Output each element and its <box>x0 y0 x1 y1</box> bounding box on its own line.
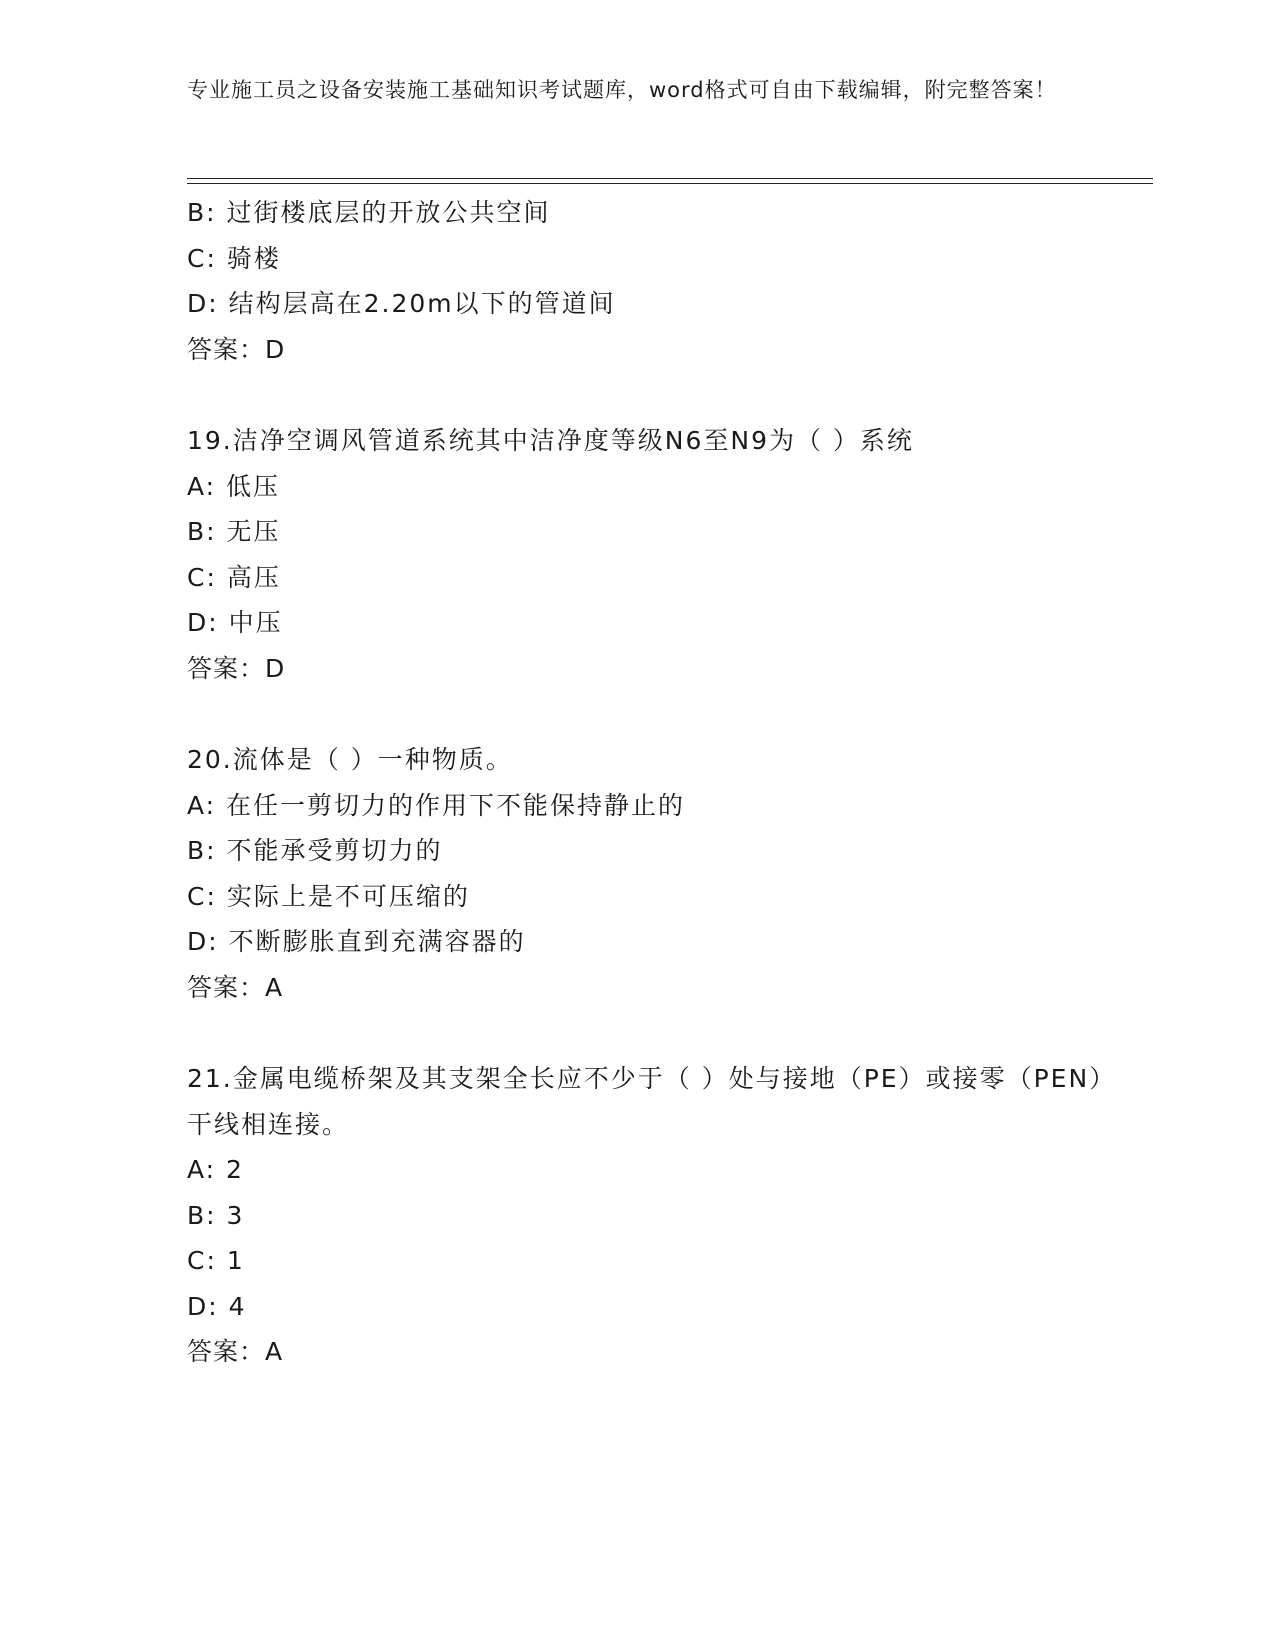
answer: 答案：D <box>187 653 286 683</box>
option-b: B: 过街楼底层的开放公共空间 <box>187 198 551 227</box>
document-header <box>187 74 1067 106</box>
header-divider <box>187 178 1153 179</box>
question-content <box>187 190 1127 1375</box>
answer: 答案：A <box>187 972 284 1002</box>
option-a: A: 2 <box>187 1155 244 1184</box>
option-c: C: 高压 <box>187 562 281 592</box>
option-c: C: 1 <box>187 1246 245 1275</box>
option-b: B: 无压 <box>187 517 281 546</box>
option-b: B: 不能承受剪切力的 <box>187 836 443 865</box>
prev-question <box>187 190 1127 372</box>
option-d: D: 结构层高在2.20m以下的管道间 <box>187 289 616 318</box>
question-stem: 21.金属电缆桥架及其支架全长应不少于（ ）处与接地（PE）或接零（PEN）干线相连接。 <box>187 1064 1117 1139</box>
option-a: A: 低压 <box>187 471 281 501</box>
answer: 答案：A <box>187 1337 284 1366</box>
question-stem: 19.洁净空调风管道系统其中洁净度等级N6至N9为（ ）系统 <box>187 426 914 455</box>
question-19 <box>187 418 1127 691</box>
option-b: B: 3 <box>187 1200 245 1230</box>
header-title: 专业施工员之设备安装施工基础知识考试题库，word格式可自由下载编辑，附完整答案！ <box>187 78 1057 102</box>
question-21 <box>187 1056 1127 1375</box>
option-c: C: 骑楼 <box>187 243 281 273</box>
option-d: D: 不断膨胀直到充满容器的 <box>187 927 526 956</box>
question-20 <box>187 737 1127 1010</box>
answer: 答案：D <box>187 334 286 364</box>
option-d: D: 中压 <box>187 608 283 637</box>
option-a: A: 在任一剪切力的作用下不能保持静止的 <box>187 790 686 820</box>
header-divider-secondary <box>187 183 1153 184</box>
question-stem: 20.流体是（ ）一种物质。 <box>187 745 513 774</box>
option-c: C: 实际上是不可压缩的 <box>187 881 470 911</box>
option-d: D: 4 <box>187 1291 247 1321</box>
